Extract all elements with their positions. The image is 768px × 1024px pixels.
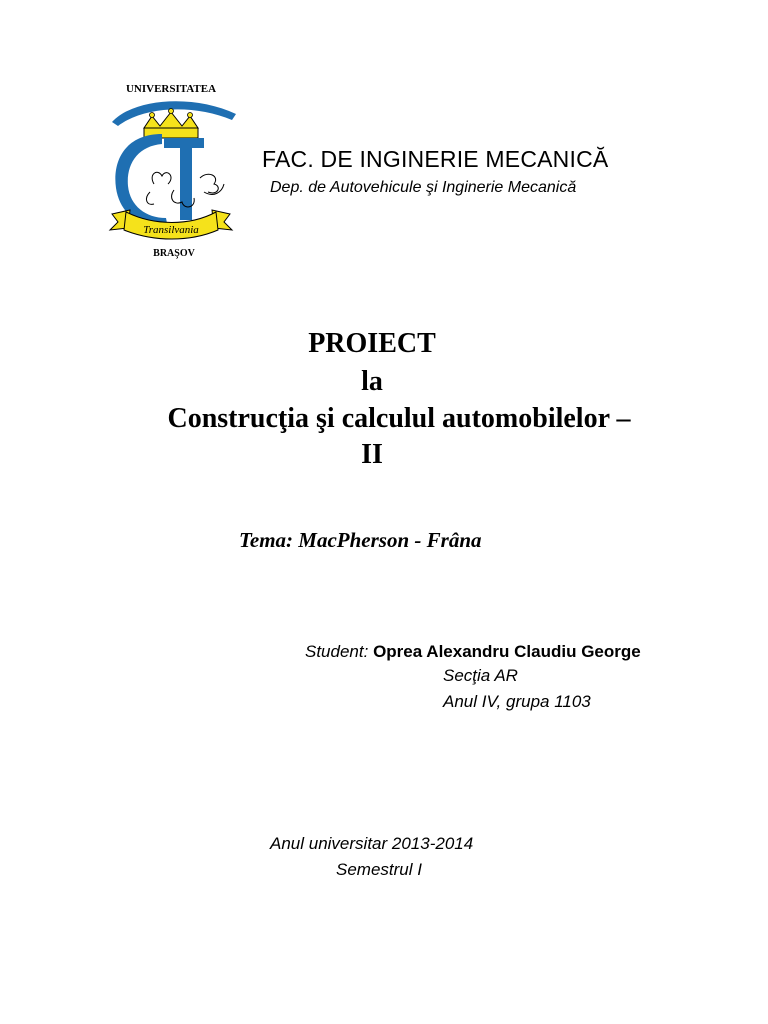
faculty-name: FAC. DE INGINERIE MECANICĂ [262,146,609,172]
academic-year: Anul universitar 2013-2014 [270,834,474,853]
logo-letter-t [164,138,204,220]
title-line-4: II [361,439,383,470]
student-year-group: Anul IV, grupa 1103 [443,692,591,711]
student-section: Secţia AR [443,666,518,685]
title-line-2: la [361,366,383,397]
crown-icon [144,109,198,139]
university-logo [104,80,238,262]
student-name: Oprea Alexandru Claudiu George [373,642,641,661]
logo-bottom-text: BRAŞOV [153,248,195,259]
department-name: Dep. de Autovehicule şi Inginerie Mecanică [270,179,577,196]
logo-top-text: UNIVERSITATEA [125,83,217,95]
semester: Semestrul I [336,860,422,879]
logo-ribbon-text: Transilvania [143,224,199,236]
logo-ribbon [110,210,232,239]
project-theme: Tema: MacPherson - Frâna [239,528,482,552]
title-line-3: Construcţia şi calculul automobilelor – [167,403,631,434]
student-label: Student: [305,642,374,661]
student-line [305,642,641,662]
title-line-1: PROIECT [308,328,436,359]
